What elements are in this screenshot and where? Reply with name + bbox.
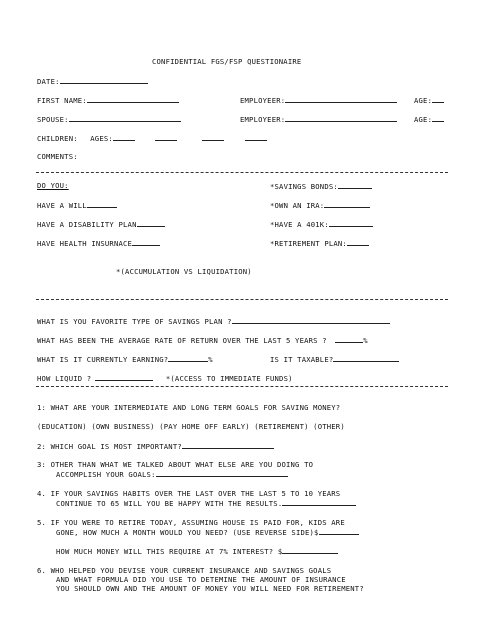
q1-text: 1: WHAT ARE YOUR INTERMEDIATE AND LONG TERM GOALS FOR SAVING MONEY? xyxy=(37,403,341,412)
savings-bonds-label: *SAVINGS BONDS: xyxy=(270,182,338,191)
taxable-row xyxy=(270,354,399,364)
age-field[interactable] xyxy=(432,95,444,103)
child-age-3[interactable] xyxy=(202,133,224,141)
q4-text-cont: CONTINUE TO 65 WILL YOU BE HAPPY WITH THE RESULTS. xyxy=(56,499,283,508)
spouse-employer-row xyxy=(240,114,397,124)
disability-row xyxy=(37,219,165,229)
401k-field[interactable] xyxy=(329,219,373,227)
age-label: AGE: xyxy=(414,96,433,105)
page-title: CONFIDENTIAL FGS/FSP QUESTIONAIRE xyxy=(152,57,302,66)
q6-text-cont: AND WHAT FORMULA DID YOU USE TO DETEMINE THE AMOUNT OF INSURANCE xyxy=(56,575,346,584)
date-field[interactable] xyxy=(60,76,148,84)
401k-row xyxy=(270,219,373,229)
q6-text: 6. WHO HELPED YOU DEVISE YOUR CURRENT INSURANCE AND SAVINGS GOALS xyxy=(37,566,332,575)
spouse-employer-field[interactable] xyxy=(285,114,397,122)
taxable-label: IS IT TAXABLE? xyxy=(270,355,334,364)
savings-bonds-row xyxy=(270,181,372,191)
spouse-age-field[interactable] xyxy=(432,114,444,122)
q5-text: 5. IF YOU WERE TO RETIRE TODAY, ASSUMING HOUSE IS PAID FOR, KIDS ARE xyxy=(37,518,345,527)
child-age-2[interactable] xyxy=(155,133,177,141)
earning-label: WHAT IS IT CURRENTLY EARNING? xyxy=(37,355,169,364)
retirement-plan-label: *RETIREMENT PLAN: xyxy=(270,239,347,248)
favorite-plan-field[interactable] xyxy=(232,316,390,324)
q4-field[interactable] xyxy=(282,498,356,506)
q1-options: (EDUCATION) (OWN BUSINESS) (PAY HOME OFF EARLY) (RETIREMENT) (OTHER) xyxy=(37,422,345,431)
children-row xyxy=(37,133,267,143)
child-age-4[interactable] xyxy=(245,133,267,141)
q2-text: 2: WHICH GOAL IS MOST IMPORTANT? xyxy=(37,442,182,451)
q3-field[interactable] xyxy=(156,469,288,477)
q4-text: 4. IF YOUR SAVINGS HABITS OVER THE LAST OVER THE LAST 5 TO 10 YEARS xyxy=(37,489,341,498)
comments-label: COMMENTS: xyxy=(37,152,78,161)
disability-field[interactable] xyxy=(137,219,165,227)
first-name-row xyxy=(37,95,179,105)
date-row xyxy=(37,76,148,86)
children-label: CHILDREN: xyxy=(37,134,78,143)
divider xyxy=(36,172,448,173)
favorite-plan-label: WHAT IS YOU FAVORITE TYPE OF SAVINGS PLAN ? xyxy=(37,317,232,326)
q5-row xyxy=(56,527,359,537)
retirement-plan-field[interactable] xyxy=(347,238,369,246)
percent-sign: % xyxy=(208,355,213,364)
health-field[interactable] xyxy=(132,238,160,246)
q2-field[interactable] xyxy=(182,441,274,449)
ira-row xyxy=(270,200,370,210)
spouse-field[interactable] xyxy=(69,114,181,122)
liquid-label: HOW LIQUID ? xyxy=(37,374,92,383)
disability-label: HAVE A DISABILITY PLAN xyxy=(37,220,137,229)
will-field[interactable] xyxy=(87,200,117,208)
average-return-row xyxy=(37,335,368,345)
age-row xyxy=(414,95,444,105)
q3-text-cont: ACCOMPLISH YOUR GOALS: xyxy=(56,470,156,479)
earning-row xyxy=(37,354,213,364)
divider xyxy=(36,386,448,387)
savings-bonds-field[interactable] xyxy=(338,181,372,189)
percent-sign: % xyxy=(363,336,368,345)
employer-field[interactable] xyxy=(285,95,397,103)
health-label: HAVE HEALTH INSURNACE xyxy=(37,239,133,248)
ages-label: AGES: xyxy=(90,134,113,143)
liquid-field[interactable] xyxy=(95,373,153,381)
favorite-plan-row xyxy=(37,316,390,326)
first-name-label: FIRST NAME: xyxy=(37,96,87,105)
child-age-1[interactable] xyxy=(113,133,135,141)
will-row xyxy=(37,200,117,210)
401k-label: *HAVE A 401K: xyxy=(270,220,329,229)
ira-label: *OWN AN IRA: xyxy=(270,201,325,210)
spouse-age-row xyxy=(414,114,444,124)
q4-row xyxy=(56,498,356,508)
spouse-age-label: AGE: xyxy=(414,115,433,124)
taxable-field[interactable] xyxy=(333,354,399,362)
average-return-label: WHAT HAS BEEN THE AVERAGE RATE OF RETURN OVER THE LAST 5 YEARS ? xyxy=(37,336,327,345)
q5-interest-field[interactable] xyxy=(282,546,338,554)
access-note: *(ACCESS TO IMMEDIATE FUNDS) xyxy=(165,374,293,383)
spouse-label: SPOUSE: xyxy=(37,115,69,124)
q6-text-cont-2: YOU SHOULD OWN AND THE AMOUNT OF MONEY YOU WILL NEED FOR RETIREMENT? xyxy=(56,584,364,593)
q3-row xyxy=(56,469,288,479)
q3-text: 3: OTHER THAN WHAT WE TALKED ABOUT WHAT ELSE ARE YOU DOING TO xyxy=(37,460,314,469)
earning-field[interactable] xyxy=(168,354,208,362)
first-name-field[interactable] xyxy=(87,95,179,103)
accumulation-note: *(ACCUMULATION VS LIQUIDATION) xyxy=(116,267,252,276)
q5-interest-row xyxy=(56,546,338,556)
q5-text-cont: GONE, HOW MUCH A MONTH WOULD YOU NEED? (USE REVERSE SIDE)$ xyxy=(56,528,319,537)
date-label: DATE: xyxy=(37,77,60,86)
spouse-row xyxy=(37,114,181,124)
do-you-heading: DO YOU: xyxy=(37,181,69,190)
employer-row xyxy=(240,95,397,105)
spouse-employer-label: EMPLOYEER: xyxy=(240,115,286,124)
q2-row xyxy=(37,441,274,451)
ira-field[interactable] xyxy=(324,200,370,208)
health-row xyxy=(37,238,160,248)
q5-interest-text: HOW MUCH MONEY WILL THIS REQUIRE AT 7% INTEREST? $ xyxy=(56,547,283,556)
average-return-field[interactable] xyxy=(335,335,363,343)
retirement-plan-row xyxy=(270,238,369,248)
will-label: HAVE A WILL xyxy=(37,201,87,210)
q5-monthly-field[interactable] xyxy=(319,527,359,535)
employer-label: EMPLOYEER: xyxy=(240,96,286,105)
divider xyxy=(36,299,448,300)
liquid-row xyxy=(37,373,293,383)
